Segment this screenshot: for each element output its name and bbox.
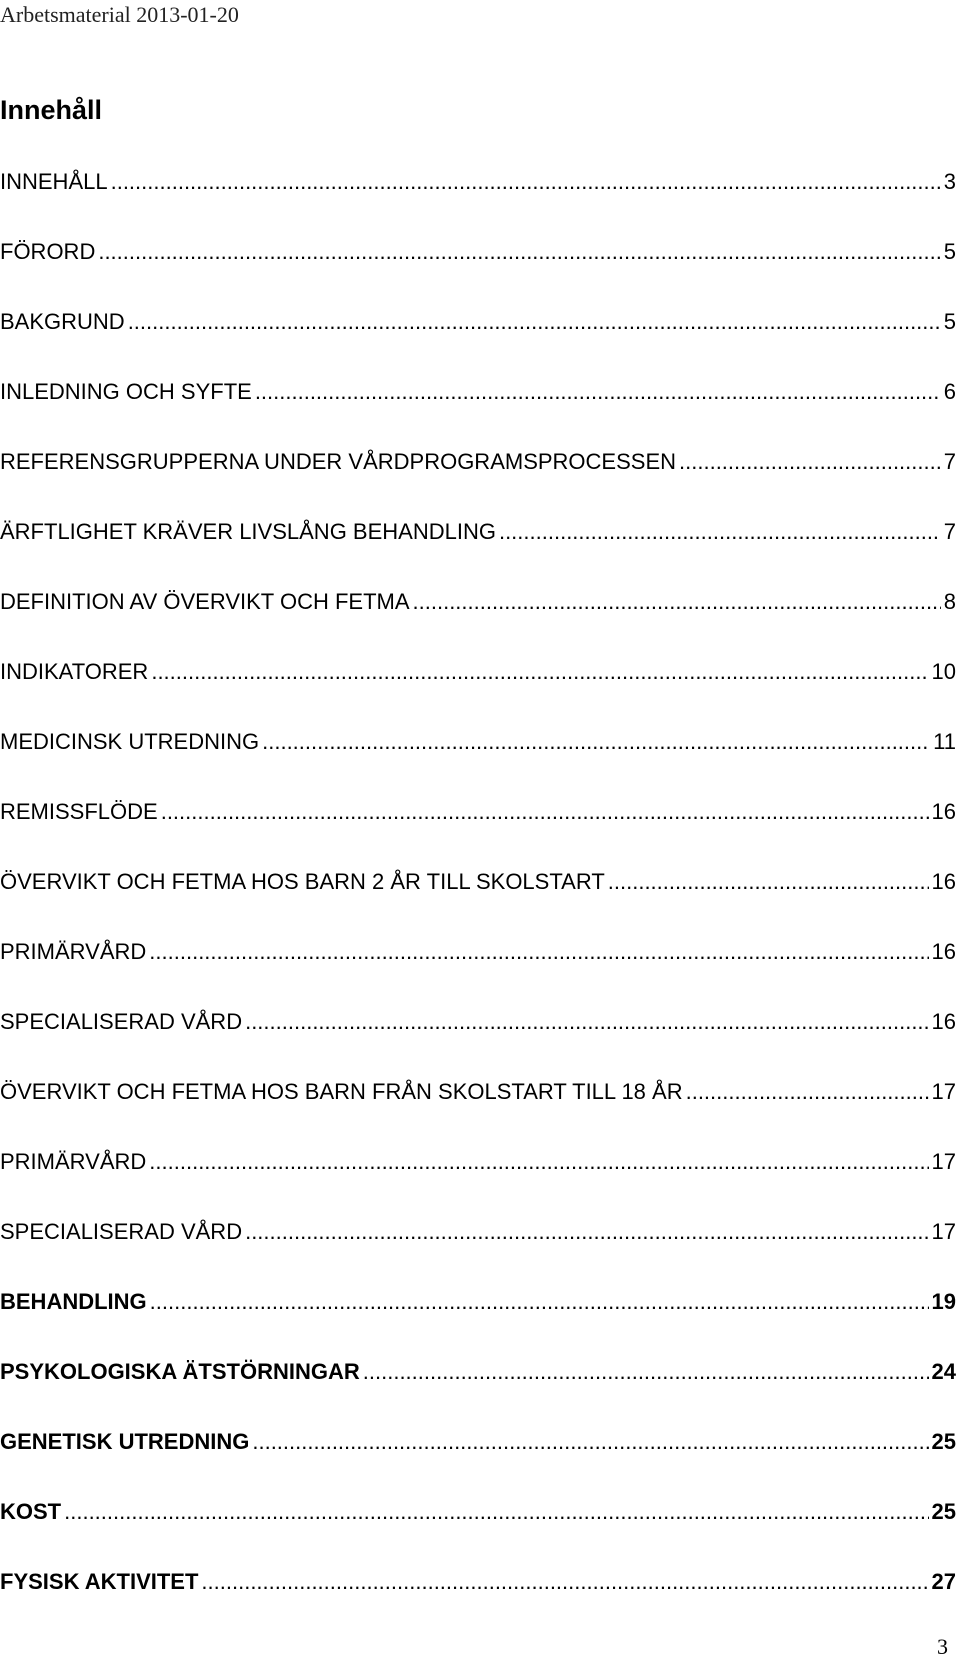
toc-dot-leader bbox=[499, 517, 941, 547]
toc-entry-title: ÖVERVIKT OCH FETMA HOS BARN 2 ÅR TILL SKOLSTART bbox=[0, 869, 605, 894]
toc-entry-title: BEHANDLING bbox=[0, 1289, 147, 1314]
toc-entry-title: PRIMÄRVÅRD bbox=[0, 939, 147, 964]
toc-entry-title: MEDICINSK UTREDNING bbox=[0, 729, 260, 754]
toc-entry-page: 17 bbox=[931, 1149, 956, 1174]
toc-entry[interactable] bbox=[0, 1287, 956, 1357]
toc-entry[interactable] bbox=[0, 1497, 956, 1567]
toc-entry-page: 7 bbox=[943, 449, 956, 474]
table-of-contents bbox=[0, 167, 956, 1637]
toc-dot-leader bbox=[252, 1427, 928, 1457]
toc-entry[interactable] bbox=[0, 867, 956, 937]
toc-entry-title: SPECIALISERAD VÅRD bbox=[0, 1009, 243, 1034]
toc-entry-title: FYSISK AKTIVITET bbox=[0, 1569, 199, 1594]
toc-entry[interactable] bbox=[0, 1567, 956, 1637]
toc-entry[interactable] bbox=[0, 587, 956, 657]
toc-entry-page: 17 bbox=[931, 1079, 956, 1104]
toc-entry[interactable] bbox=[0, 1427, 956, 1497]
page-number: 3 bbox=[937, 1634, 948, 1659]
toc-dot-leader bbox=[262, 727, 930, 757]
toc-entry-title: ÖVERVIKT OCH FETMA HOS BARN FRÅN SKOLSTART TILL 18 ÅR bbox=[0, 1079, 683, 1104]
toc-entry[interactable] bbox=[0, 657, 956, 727]
toc-entry-page: 8 bbox=[943, 589, 956, 614]
toc-dot-leader bbox=[149, 937, 928, 967]
toc-entry-title: REMISSFLÖDE bbox=[0, 799, 158, 824]
toc-entry-page: 10 bbox=[931, 659, 956, 684]
toc-entry-title: INDIKATORER bbox=[0, 659, 149, 684]
toc-entry-page: 25 bbox=[931, 1429, 956, 1454]
toc-entry-title: DEFINITION AV ÖVERVIKT OCH FETMA bbox=[0, 589, 410, 614]
toc-entry-page: 24 bbox=[931, 1359, 956, 1384]
toc-entry-page: 7 bbox=[943, 519, 956, 544]
toc-entry[interactable] bbox=[0, 447, 956, 517]
toc-entry-page: 16 bbox=[931, 1009, 956, 1034]
toc-entry-page: 5 bbox=[943, 309, 956, 334]
toc-dot-leader bbox=[255, 377, 941, 407]
toc-entry-title: FÖRORD bbox=[0, 239, 96, 264]
toc-entry-title: SPECIALISERAD VÅRD bbox=[0, 1219, 243, 1244]
toc-entry-page: 3 bbox=[943, 169, 956, 194]
toc-entry-page: 16 bbox=[931, 799, 956, 824]
toc-entry[interactable] bbox=[0, 727, 956, 797]
toc-entry[interactable] bbox=[0, 797, 956, 867]
toc-entry-page: 27 bbox=[931, 1569, 956, 1594]
toc-entry[interactable] bbox=[0, 937, 956, 1007]
toc-dot-leader bbox=[201, 1567, 928, 1597]
toc-entry[interactable] bbox=[0, 1077, 956, 1147]
toc-entry[interactable] bbox=[0, 307, 956, 377]
toc-entry-title: BAKGRUND bbox=[0, 309, 125, 334]
toc-entry-title: ÄRFTLIGHET KRÄVER LIVSLÅNG BEHANDLING bbox=[0, 519, 496, 544]
toc-entry-page: 16 bbox=[931, 939, 956, 964]
toc-heading: Innehåll bbox=[0, 95, 103, 125]
toc-entry[interactable] bbox=[0, 1217, 956, 1287]
toc-entry-title: PRIMÄRVÅRD bbox=[0, 1149, 147, 1174]
toc-entry[interactable] bbox=[0, 1007, 956, 1077]
toc-entry-title: KOST bbox=[0, 1499, 62, 1524]
toc-dot-leader bbox=[363, 1357, 929, 1387]
toc-entry[interactable] bbox=[0, 237, 956, 307]
toc-dot-leader bbox=[149, 1147, 928, 1177]
toc-dot-leader bbox=[128, 307, 941, 337]
toc-entry-page: 19 bbox=[931, 1289, 956, 1314]
toc-dot-leader bbox=[679, 447, 941, 477]
document-header: Arbetsmaterial 2013-01-20 bbox=[0, 2, 239, 27]
toc-entry-page: 6 bbox=[943, 379, 956, 404]
toc-dot-leader bbox=[413, 587, 941, 617]
toc-entry-page: 16 bbox=[931, 869, 956, 894]
toc-dot-leader bbox=[245, 1217, 928, 1247]
toc-entry-page: 25 bbox=[931, 1499, 956, 1524]
toc-dot-leader bbox=[686, 1077, 929, 1107]
toc-dot-leader bbox=[64, 1497, 928, 1527]
toc-entry-title: REFERENSGRUPPERNA UNDER VÅRDPROGRAMSPROCESSEN bbox=[0, 449, 677, 474]
toc-entry-page: 5 bbox=[943, 239, 956, 264]
toc-entry-page: 17 bbox=[931, 1219, 956, 1244]
toc-entry[interactable] bbox=[0, 517, 956, 587]
toc-entry-page: 11 bbox=[933, 729, 956, 754]
toc-entry[interactable] bbox=[0, 377, 956, 447]
toc-dot-leader bbox=[245, 1007, 928, 1037]
toc-entry-title: INLEDNING OCH SYFTE bbox=[0, 379, 252, 404]
toc-entry-title: INNEHÅLL bbox=[0, 169, 108, 194]
toc-dot-leader bbox=[608, 867, 929, 897]
toc-dot-leader bbox=[161, 797, 929, 827]
toc-dot-leader bbox=[151, 657, 928, 687]
toc-entry[interactable] bbox=[0, 1147, 956, 1217]
toc-dot-leader bbox=[150, 1287, 929, 1317]
toc-entry[interactable] bbox=[0, 1357, 956, 1427]
toc-dot-leader bbox=[98, 237, 940, 267]
toc-dot-leader bbox=[111, 167, 941, 197]
toc-entry-title: PSYKOLOGISKA ÄTSTÖRNINGAR bbox=[0, 1359, 360, 1384]
toc-entry-title: GENETISK UTREDNING bbox=[0, 1429, 250, 1454]
toc-entry[interactable] bbox=[0, 167, 956, 237]
